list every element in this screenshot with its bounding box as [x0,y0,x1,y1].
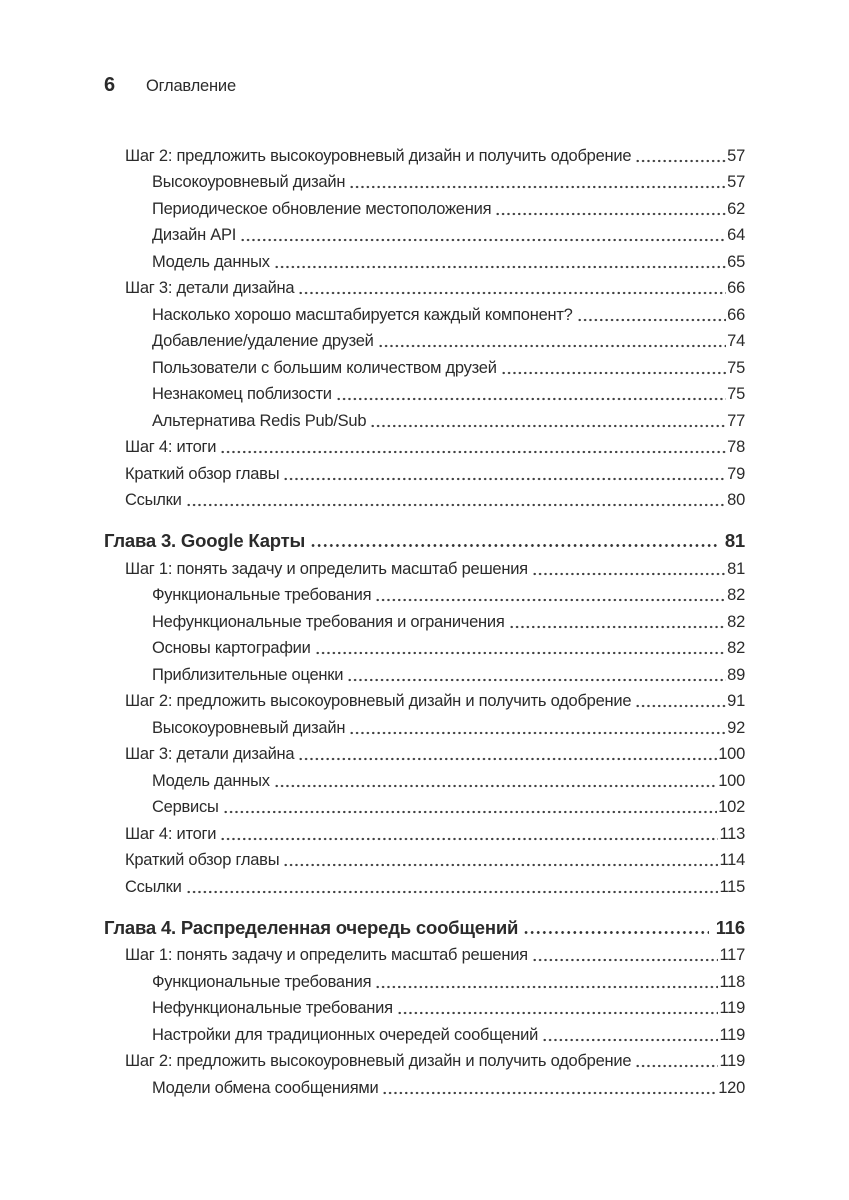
toc-entry-page: 77 [727,411,745,430]
toc-entry-page: 57 [727,173,745,191]
dot-leader [298,757,717,761]
toc-entry-page: 114 [719,851,745,869]
dot-leader [349,185,726,189]
toc-entry-page: 113 [719,824,745,843]
toc-entry-page: 100 [718,771,745,790]
toc-entry-page: 81 [727,559,745,578]
toc-entry-page: 116 [715,916,745,938]
toc-entry-label: Краткий обзор главы [125,464,280,483]
toc-entry-sub [104,711,745,738]
toc-entry-sub [104,764,745,791]
toc-entry-label: Высокоуровневый дизайн [152,718,346,737]
toc-entry-page: 119 [719,1025,745,1044]
toc-entry-page: 82 [727,586,745,604]
toc-entry-label: Сервисы [152,798,219,816]
toc-entry-step [104,738,745,765]
dot-leader [298,291,726,295]
toc-entry-page: 117 [719,946,745,964]
dot-leader [347,678,726,682]
toc-entry-sub [104,378,745,405]
dot-leader [542,1038,718,1042]
dot-leader [223,810,718,814]
dot-leader [274,784,718,788]
toc-entry-step [104,844,745,871]
toc-entry-page: 91 [727,692,745,710]
toc-entry-sub [104,658,745,685]
dot-leader [577,318,727,322]
toc-entry-label: Шаг 4: итоги [125,824,217,843]
toc-entry-page: 80 [727,491,745,509]
dot-leader [532,958,719,962]
toc-entry-page: 120 [718,1078,745,1097]
toc-entry-label: Настройки для традиционных очередей сообщений [152,1025,539,1044]
running-head: Оглавление [145,77,236,95]
toc-entry-label: Шаг 1: понять задачу и определить масштаб решения [125,559,528,578]
dot-leader [378,344,727,348]
dot-leader [283,477,726,481]
toc-list [104,139,745,1098]
toc-entry-label: Ссылки [125,491,182,509]
toc-entry-label: Незнакомец поблизости [152,385,332,403]
toc-entry-page: 92 [727,718,745,737]
toc-entry-page: 74 [727,332,745,350]
toc-entry-step [104,552,745,579]
toc-entry-label: Модель данных [152,252,270,271]
toc-entry-label: Функциональные требования [152,586,372,604]
toc-entry-label: Модели обмена сообщениями [152,1078,379,1097]
toc-entry-step [104,457,745,484]
toc-entry-step [104,1045,745,1072]
toc-entry-page: 66 [727,279,745,297]
toc-entry-label: Шаг 2: предложить высокоуровневый дизайн и получить одобрение [125,1052,632,1070]
toc-entry-label: Высокоуровневый дизайн [152,173,346,191]
dot-leader [310,543,718,548]
toc-entry-page: 119 [719,999,745,1017]
toc-entry-label: Пользователи с большим количеством друзей [152,358,497,377]
dot-leader [336,397,726,401]
dot-leader [635,704,726,708]
toc-entry-sub [104,219,745,246]
toc-entry-label: Шаг 3: детали дизайна [125,745,295,763]
dot-leader [375,598,726,602]
toc-entry-label: Шаг 2: предложить высокоуровневый дизайн и получить одобрение [125,146,632,165]
page-number: 6 [104,74,115,96]
toc-entry-label: Глава 4. Распределенная очередь сообщений [104,916,519,938]
dot-leader [283,863,718,867]
dot-leader [495,212,726,216]
dot-leader [532,572,726,576]
toc-entry-sub [104,632,745,659]
toc-entry-step [104,484,745,511]
toc-entry-page: 75 [727,358,745,377]
dot-leader [274,265,726,269]
toc-entry-page: 82 [727,612,745,631]
toc-entry-label: Добавление/удаление друзей [152,332,374,350]
dot-leader [315,651,727,655]
toc-entry-sub [104,965,745,992]
dot-leader [375,985,718,989]
toc-entry-label: Насколько хорошо масштабируется каждый компонент? [152,305,573,324]
toc-entry-label: Дизайн API [152,226,237,244]
toc-entry-sub [104,245,745,272]
page-header [104,74,236,97]
toc-entry-page: 64 [727,226,745,244]
toc-entry-sub [104,351,745,378]
toc-entry-label: Периодическое обновление местоположения [152,199,492,218]
toc-entry-sub [104,192,745,219]
toc-entry-sub [104,992,745,1019]
dot-leader [523,930,709,935]
toc-entry-label: Краткий обзор главы [125,851,280,869]
toc-entry-label: Глава 3. Google Карты [104,530,306,551]
toc-entry-step [104,939,745,966]
toc-entry-label: Шаг 3: детали дизайна [125,279,295,297]
dot-leader [220,837,718,841]
toc-entry-sub [104,298,745,325]
toc-entry-label: Шаг 1: понять задачу и определить масштаб решения [125,946,528,964]
toc-entry-label: Основы картографии [152,639,311,657]
toc-entry-page: 66 [727,305,745,324]
toc-entry-sub [104,605,745,632]
dot-leader [397,1011,719,1015]
toc-entry-step [104,817,745,844]
toc-entry-page: 75 [727,385,745,403]
toc-entry-step [104,272,745,299]
dot-leader [186,503,727,507]
toc-entry-page: 65 [727,252,745,271]
toc-entry-page: 115 [719,877,745,896]
toc-entry-label: Модель данных [152,771,270,790]
dot-leader [509,625,727,629]
toc-entry-sub [104,325,745,352]
toc-entry-label: Приблизительные оценки [152,665,344,684]
toc-entry-label: Нефункциональные требования и ограничения [152,612,505,631]
toc-entry-step [104,139,745,166]
dot-leader [186,890,719,894]
toc-entry-step [104,685,745,712]
toc-entry-label: Функциональные требования [152,972,372,991]
dot-leader [220,450,726,454]
dot-leader [370,424,726,428]
toc-entry-page: 118 [719,972,745,991]
toc-entry-page: 79 [727,464,745,483]
toc-entry-page: 82 [727,639,745,657]
toc-entry-chapter [104,521,745,552]
toc-entry-sub [104,166,745,193]
dot-leader [240,238,726,242]
toc-entry-label: Шаг 2: предложить высокоуровневый дизайн и получить одобрение [125,692,632,710]
toc-entry-page: 119 [719,1052,745,1070]
toc-entry-page: 100 [718,745,745,763]
toc-entry-label: Шаг 4: итоги [125,438,217,456]
toc-entry-page: 102 [718,798,745,816]
dot-leader [635,159,726,163]
toc-entry-chapter [104,908,745,939]
toc-entry-sub [104,1018,745,1045]
dot-leader [501,371,726,375]
toc-entry-label: Альтернатива Redis Pub/Sub [152,411,367,430]
toc-entry-label: Ссылки [125,877,182,896]
toc-entry-page: 57 [727,146,745,165]
toc-entry-page: 89 [727,665,745,684]
toc-entry-sub [104,1071,745,1098]
toc-entry-sub [104,579,745,606]
toc-entry-page: 78 [727,438,745,456]
toc-entry-step [104,870,745,897]
toc-entry-sub [104,791,745,818]
toc-entry-sub [104,404,745,431]
dot-leader [382,1091,717,1095]
toc-entry-page: 81 [724,530,745,551]
toc-entry-step [104,431,745,458]
toc-entry-label: Нефункциональные требования [152,999,393,1017]
dot-leader [349,731,726,735]
dot-leader [635,1064,718,1068]
toc-entry-page: 62 [727,199,745,218]
